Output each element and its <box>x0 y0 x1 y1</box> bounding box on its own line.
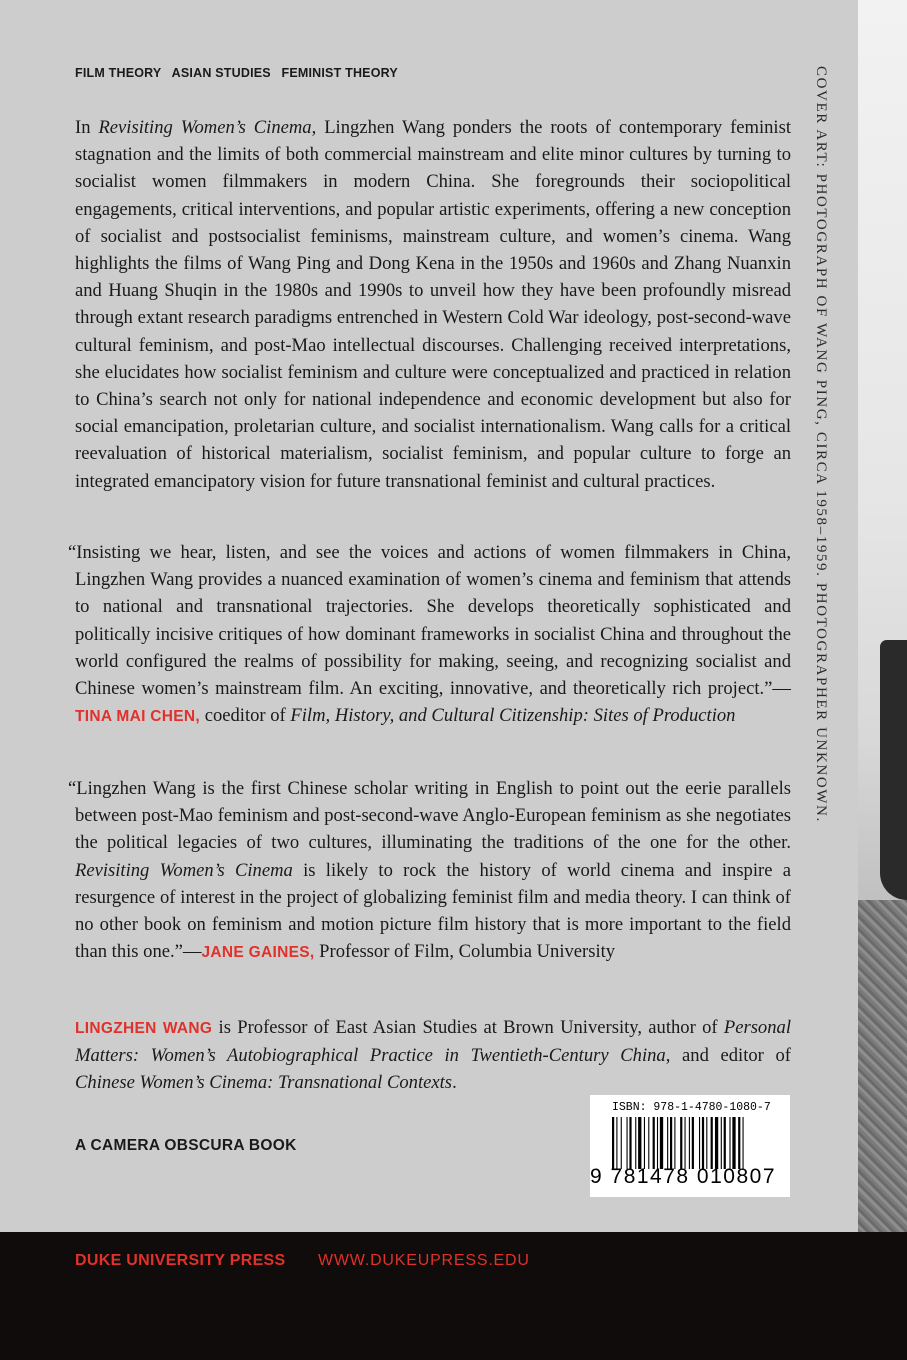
barcode-bar <box>644 1117 645 1169</box>
barcode-bars <box>612 1117 782 1169</box>
quote-text: is likely to rock the history of world cinema and inspire a resurgence of interest in the project of globalizing feminist film and media theory. I can think of no other book on feminism and motion picture film history that is more important to the field than this one.”— <box>75 859 791 963</box>
barcode-bar <box>706 1117 707 1169</box>
series-label: A CAMERA OBSCURA BOOK <box>75 1137 297 1154</box>
barcode-bar <box>638 1117 641 1169</box>
category-label: ASIAN STUDIES <box>171 66 271 80</box>
quote-text: “Lingzhen Wang is the first Chinese scholar writing in English to point out the eerie parallels between post-Mao feminism and post-second-wave Anglo-European feminism as she negotiates the political legacies of two cultures, illuminating the traditions of the one for the other. <box>68 778 791 854</box>
description-lead: In <box>75 117 99 138</box>
barcode-bar <box>692 1117 694 1169</box>
isbn-label: ISBN: 978-1-4780-1080-7 <box>612 1101 771 1114</box>
cover-art-credit <box>812 66 852 823</box>
cover-photo-edge <box>850 0 907 1232</box>
barcode-bar <box>653 1117 655 1169</box>
barcode-bar <box>670 1117 672 1169</box>
barcode-bar <box>702 1117 704 1169</box>
barcode-bar <box>699 1117 700 1169</box>
barcode-bar <box>680 1117 682 1169</box>
quote-work-title: Film, History, and Cultural Citizenship: Sites of Production <box>290 705 736 727</box>
bio-work-title: Chinese Women’s Cinema: Transnational Contexts <box>75 1072 453 1094</box>
barcode-bar <box>629 1117 631 1169</box>
barcode-bar <box>715 1117 718 1169</box>
barcode-bar <box>660 1117 663 1169</box>
barcode-bar <box>711 1117 713 1169</box>
endorsement-quote <box>68 539 791 730</box>
book-description <box>75 114 791 495</box>
barcode-bar <box>674 1117 675 1169</box>
barcode-bar <box>648 1117 649 1169</box>
barcode-bar <box>721 1117 722 1169</box>
publisher-url: WWW.DUKEUPRESS.EDU <box>318 1252 530 1269</box>
quote-affiliation: Professor of Film, Columbia University <box>314 941 616 963</box>
barcode-bar <box>616 1117 617 1169</box>
barcode-bar <box>732 1117 735 1169</box>
category-label: FILM THEORY <box>75 66 162 80</box>
barcode-bar <box>738 1117 740 1169</box>
quote-affiliation: coeditor of <box>200 705 291 727</box>
isbn-barcode <box>590 1095 790 1197</box>
barcode-bar <box>657 1117 658 1169</box>
barcode-bar <box>612 1117 614 1169</box>
isbn-digits: 9 781478 010807 <box>590 1165 776 1188</box>
photo-figure <box>880 640 907 900</box>
bio-work-title: Personal Matters: Women’s Autobiographical Practice in Twentieth-Century China <box>75 1017 791 1067</box>
category-label: FEMINIST THEORY <box>281 66 398 80</box>
author-name: LINGZHEN WANG <box>75 1020 213 1037</box>
quote-author: JANE GAINES, <box>201 944 315 962</box>
photo-ground <box>858 900 907 1232</box>
barcode-bar <box>743 1117 744 1169</box>
barcode-bar <box>667 1117 668 1169</box>
publisher-name: DUKE UNIVERSITY PRESS <box>75 1252 286 1269</box>
barcode-bar <box>729 1117 730 1169</box>
bio-text: , and editor of <box>665 1045 791 1067</box>
bio-text: is Professor of East Asian Studies at Brown University, author of <box>212 1017 724 1038</box>
description-body: , Lingzhen Wang ponders the roots of contemporary feminist stagnation and the limits of both commercial mainstream and elite minor cultures by turning to socialist women filmmakers in modern China. She foregrounds their sociopolitical engagements, critical interventions, and popular artistic experiments, offering a new conception of socialist and postsocialist feminisms, mainstream culture, and women’s cinema. Wang highlights the films of Wang Ping and Dong Kena in the 1950s and 1960s and Zhang Nuanxin and Huang Shuqin in the 1980s and 1990s to unveil how they have been profoundly misread through extant research paradigms entrenched in Western Cold War ideology, post-second-wave cultural feminism, and post-Mao intellectual discourses. Challenging received interpretations, she elucidates how socialist feminism and culture were conceptualized and practiced in relation to China’s search not only for national independence and economic development but also for social emancipation, proletarian culture, and socialist internationalism. Wang calls for a critical reevaluation of historical materialism, socialist feminism, and popular culture to forge an integrated emancipatory vision for future transnational feminist and cultural practices. <box>75 117 792 492</box>
subject-categories <box>75 66 405 80</box>
bio-text: . <box>452 1072 457 1094</box>
barcode-bar <box>724 1117 726 1169</box>
quote-author: TINA MAI CHEN, <box>75 708 201 726</box>
quote-text: “Insisting we hear, listen, and see the voices and actions of women filmmakers in China, Lingzhen Wang provides a nuanced examination of women’s cinema and feminism that attends to national and transnational trajectories. She develops theoretically sophisticated and politically incisive critiques of how dominant frameworks in socialist China and throughout the world configured the realms of possibility for making, seeing, and recognizing socialist and Chinese women’s mainstream film. An exciting, innovative, and theoretically rich project.”— <box>68 542 791 700</box>
barcode-bar <box>689 1117 690 1169</box>
barcode-bar <box>627 1117 628 1169</box>
quote-work-title: Revisiting Women’s Cinema <box>75 859 293 881</box>
barcode-bar <box>621 1117 622 1169</box>
cover-art-credit-text: COVER ART: PHOTOGRAPH OF WANG PING, CIRCA 1958–1959. PHOTOGRAPHER UNKNOWN. <box>813 66 829 823</box>
endorsement-quote <box>68 775 791 966</box>
publisher-footer <box>0 1232 907 1360</box>
author-bio <box>75 1014 791 1097</box>
book-title: Revisiting Women’s Cinema <box>98 117 312 138</box>
barcode-bar <box>635 1117 636 1169</box>
barcode-bar <box>685 1117 686 1169</box>
